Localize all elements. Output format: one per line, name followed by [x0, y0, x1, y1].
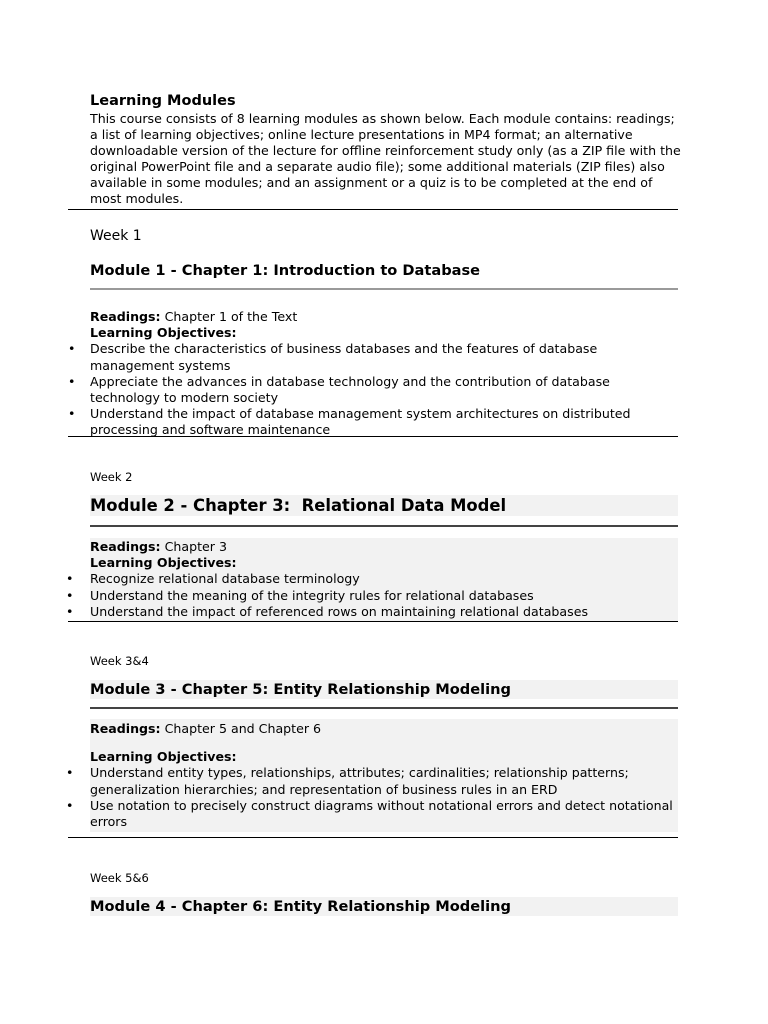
module-details	[90, 719, 678, 832]
list-item: • Describe the characteristics of business databases and the features of database management systems	[68, 341, 678, 373]
week-label: Week 2	[90, 470, 133, 484]
objectives-label: Learning Objectives:	[90, 325, 237, 341]
divider	[68, 621, 678, 622]
divider	[68, 209, 678, 210]
list-item: • Use notation to precisely construct diagrams without notational errors and detect notational errors	[90, 798, 678, 830]
module-title: Module 3 - Chapter 5: Entity Relationship Modeling	[90, 680, 678, 699]
module-title: Module 2 - Chapter 3: Relational Data Model	[90, 495, 678, 516]
objectives-label: Learning Objectives:	[90, 749, 237, 765]
list-item: • Understand the impact of referenced rows on maintaining relational databases	[90, 604, 678, 620]
objectives-list	[90, 765, 678, 830]
page-title: Learning Modules	[90, 93, 236, 109]
module-title: Module 4 - Chapter 6: Entity Relationship Modeling	[90, 897, 678, 916]
module-details	[68, 309, 678, 439]
list-item: • Understand the impact of database management system architectures on distributed processing and software maintenance	[68, 406, 678, 438]
week-label: Week 3&4	[90, 654, 149, 668]
list-item: • Understand the meaning of the integrity rules for relational databases	[90, 588, 678, 604]
divider	[68, 436, 678, 437]
week-label: Week 5&6	[90, 871, 149, 885]
readings-line	[90, 539, 678, 555]
objectives-list	[68, 341, 678, 438]
readings-label: Readings:	[90, 539, 161, 554]
list-item: • Recognize relational database terminology	[90, 571, 678, 587]
list-item: • Understand entity types, relationships, attributes; cardinalities; relationship patterns; generalization hierarchies; and representation of business rules in an ERD	[90, 765, 678, 797]
intro-paragraph: This course consists of 8 learning modules as shown below. Each module contains: readings; a list of learning objectives; online lecture presentations in MP4 format; an alternative downloadable version of the lecture for offline reinforcement study only (as a ZIP file with the original PowerPoint file and a separate audio file); some additional materials (ZIP files) also available in some modules; and an assignment or a quiz is to be completed at the end of most modules.	[90, 111, 681, 207]
divider	[90, 525, 678, 527]
objectives-label: Learning Objectives:	[90, 555, 237, 571]
readings-line	[68, 309, 678, 325]
module-title: Module 1 - Chapter 1: Introduction to Database	[90, 262, 481, 279]
readings-value: Chapter 1 of the Text	[164, 309, 298, 324]
week-label: Week 1	[90, 228, 142, 244]
readings-label: Readings:	[90, 721, 161, 736]
divider	[90, 288, 678, 290]
readings-line	[90, 721, 678, 737]
divider	[68, 837, 678, 838]
readings-label: Readings:	[90, 309, 161, 324]
divider	[90, 707, 678, 709]
readings-value: Chapter 5 and Chapter 6	[164, 721, 322, 736]
objectives-list	[90, 571, 678, 620]
readings-value: Chapter 3	[164, 539, 227, 554]
list-item: • Appreciate the advances in database technology and the contribution of database technology to modern society	[68, 374, 678, 406]
module-details	[90, 538, 678, 621]
